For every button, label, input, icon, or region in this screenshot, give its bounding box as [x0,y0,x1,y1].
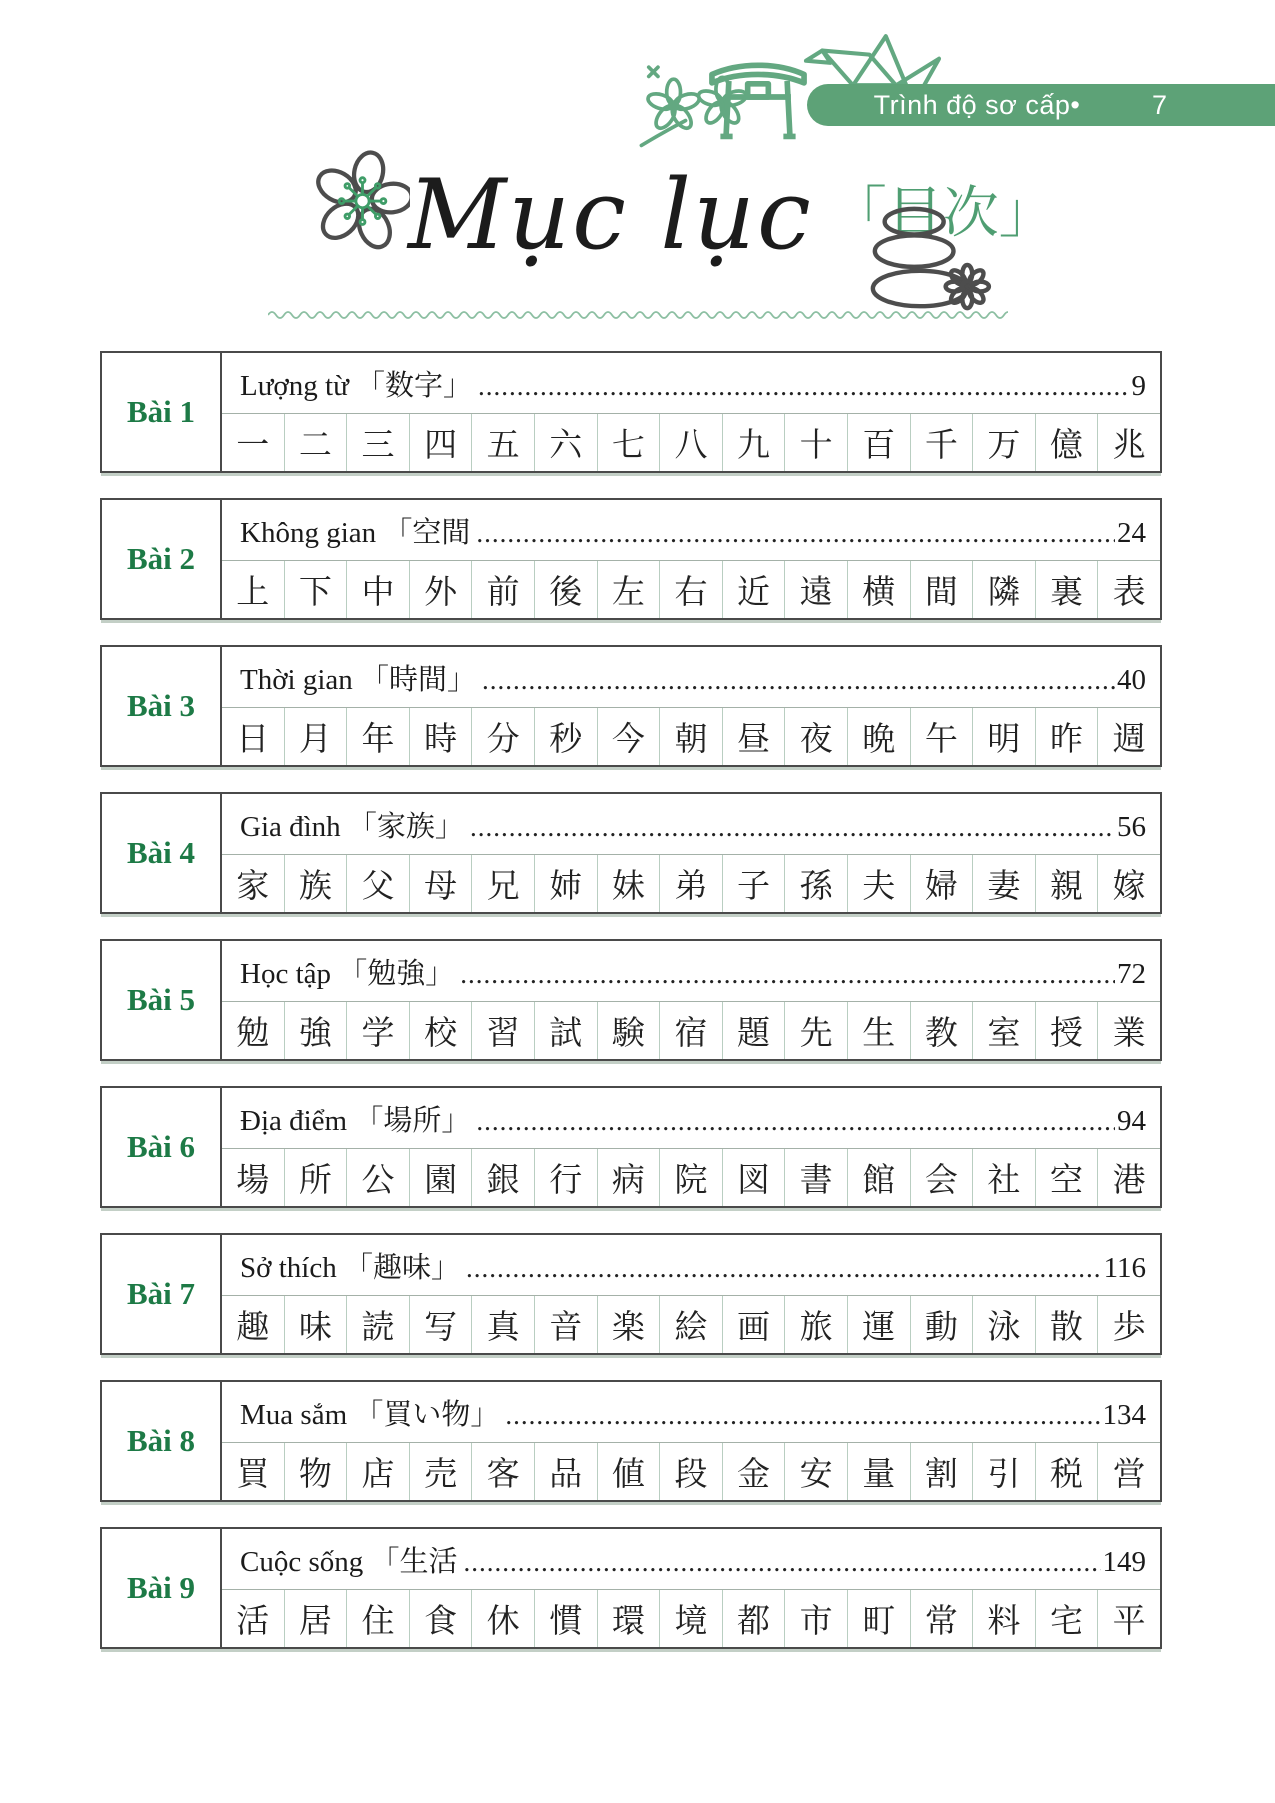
kanji-cell: 兄 [471,855,534,912]
kanji-cell: 宿 [659,1002,722,1059]
kanji-cell: 九 [722,414,785,471]
lesson-page-number: 134 [1102,1399,1146,1431]
kanji-cell: 今 [597,708,660,765]
toc-entry [100,1086,1162,1208]
kanji-cell: 動 [910,1296,973,1353]
lesson-page-number: 24 [1117,517,1146,549]
kanji-cell: 隣 [972,561,1035,618]
lesson-page-number: 116 [1103,1252,1146,1284]
toc-line [222,647,1160,708]
kanji-cell: 姉 [534,855,597,912]
dot-leader [470,812,1115,843]
kanji-cell: 遠 [784,561,847,618]
kanji-cell: 一 [236,428,270,464]
kanji-cell: 横 [847,561,910,618]
kanji-cell: 日 [236,722,270,758]
kanji-cell: 明 [972,708,1035,765]
kanji-cell: 夫 [847,855,910,912]
kanji-cell: 場 [236,1163,270,1199]
toc-entry [100,1233,1162,1355]
lesson-label: Bài 1 [126,394,196,429]
kanji-cell: 表 [1097,561,1160,618]
lesson-title: Lượng từ 「数字」 [240,370,473,402]
dot-leader [476,518,1115,549]
kanji-cell: 割 [910,1443,973,1500]
kanji-cell: 店 [346,1443,409,1500]
dot-leader [505,1400,1100,1431]
kanji-cell: 銀 [471,1149,534,1206]
kanji-cell: 港 [1097,1149,1160,1206]
dot-leader [482,665,1115,696]
kanji-cell: 妹 [597,855,660,912]
kanji-cell: 授 [1035,1002,1098,1059]
kanji-cell: 園 [409,1149,472,1206]
dot-leader [478,371,1129,402]
wave-divider [268,308,1008,322]
kanji-cell: 空 [1035,1149,1098,1206]
kanji-row [222,414,1160,471]
lesson-title: Mua sắm 「買い物」 [240,1399,500,1431]
kanji-cell: 品 [534,1443,597,1500]
kanji-cell: 題 [722,1002,785,1059]
kanji-row [222,1296,1160,1353]
dot-leader [476,1106,1115,1137]
kanji-cell: 三 [346,414,409,471]
lesson-label: Bài 6 [126,1129,196,1164]
kanji-cell: 嫁 [1097,855,1160,912]
kanji-cell: 会 [910,1149,973,1206]
toc-entry [100,498,1162,620]
kanji-cell: 読 [346,1296,409,1353]
lesson-label-cell [102,1088,222,1206]
kanji-cell: 写 [409,1296,472,1353]
lesson-label: Bài 7 [126,1276,196,1311]
lesson-label: Bài 5 [126,982,196,1017]
kanji-cell: 町 [847,1590,910,1647]
toc-entry [100,351,1162,473]
kanji-cell: 六 [534,414,597,471]
lesson-label-cell [102,941,222,1059]
toc-entry [100,1527,1162,1649]
kanji-cell: 慣 [534,1590,597,1647]
kanji-cell: 金 [722,1443,785,1500]
sakura-flower-icon [315,148,410,258]
kanji-cell: 市 [784,1590,847,1647]
kanji-cell: 居 [284,1590,347,1647]
kanji-cell: 生 [847,1002,910,1059]
kanji-cell: 間 [910,561,973,618]
lesson-label-cell [102,1382,222,1500]
kanji-cell: 散 [1035,1296,1098,1353]
kanji-cell: 子 [722,855,785,912]
toc-list [100,351,1162,1674]
kanji-cell: 活 [236,1604,270,1640]
kanji-cell: 院 [659,1149,722,1206]
kanji-row [222,855,1160,912]
toc-entry [100,939,1162,1061]
kanji-cell: 値 [597,1443,660,1500]
kanji-cell: 社 [972,1149,1035,1206]
lesson-label-cell [102,794,222,912]
kanji-cell: 分 [471,708,534,765]
lesson-label: Bài 3 [126,688,196,723]
kanji-cell: 料 [972,1590,1035,1647]
kanji-cell: 母 [409,855,472,912]
kanji-row [222,561,1160,618]
kanji-cell: 常 [910,1590,973,1647]
kanji-row [222,1002,1160,1059]
kanji-cell: 親 [1035,855,1098,912]
lesson-label: Bài 2 [126,541,196,576]
dot-leader [464,1547,1101,1578]
kanji-cell: 十 [784,414,847,471]
kanji-cell: 月 [284,708,347,765]
lesson-page-number: 40 [1117,664,1146,696]
kanji-cell: 秒 [534,708,597,765]
kanji-cell: 昨 [1035,708,1098,765]
kanji-cell: 物 [284,1443,347,1500]
kanji-cell: 公 [346,1149,409,1206]
kanji-cell: 家 [236,869,270,905]
lesson-label: Bài 4 [126,835,196,870]
kanji-cell: 館 [847,1149,910,1206]
kanji-cell: 中 [346,561,409,618]
kanji-cell: 午 [910,708,973,765]
kanji-cell: 妻 [972,855,1035,912]
kanji-cell: 量 [847,1443,910,1500]
kanji-cell: 七 [597,414,660,471]
kanji-cell: 平 [1097,1590,1160,1647]
kanji-cell: 真 [471,1296,534,1353]
kanji-cell: 外 [409,561,472,618]
kanji-cell: 営 [1097,1443,1160,1500]
kanji-cell: 弟 [659,855,722,912]
kanji-cell: 年 [346,708,409,765]
kanji-cell: 八 [659,414,722,471]
kanji-cell: 宅 [1035,1590,1098,1647]
kanji-cell: 客 [471,1443,534,1500]
kanji-cell: 晩 [847,708,910,765]
kanji-cell: 千 [910,414,973,471]
kanji-cell: 朝 [659,708,722,765]
kanji-cell: 上 [236,575,270,611]
kanji-cell: 教 [910,1002,973,1059]
kanji-cell: 験 [597,1002,660,1059]
kanji-cell: 近 [722,561,785,618]
kanji-cell: 旅 [784,1296,847,1353]
lesson-label-cell [102,1235,222,1353]
toc-line [222,500,1160,561]
header-decorations [0,0,1275,150]
lesson-page-number: 56 [1117,811,1146,843]
kanji-cell: 室 [972,1002,1035,1059]
kanji-cell: 休 [471,1590,534,1647]
kanji-cell: 兆 [1097,414,1160,471]
page-title-vietnamese: Mục lục [408,159,813,271]
kanji-cell: 買 [236,1457,270,1493]
lesson-title: Không gian 「空間 [240,517,471,549]
kanji-row [222,1443,1160,1500]
kanji-cell: 五 [471,414,534,471]
kanji-cell: 泳 [972,1296,1035,1353]
kanji-cell: 父 [346,855,409,912]
kanji-cell: 夜 [784,708,847,765]
lesson-label-cell [102,647,222,765]
lesson-title: Sở thích 「趣味」 [240,1252,460,1284]
kanji-cell: 住 [346,1590,409,1647]
kanji-cell: 引 [972,1443,1035,1500]
kanji-cell: 図 [722,1149,785,1206]
kanji-cell: 絵 [659,1296,722,1353]
kanji-row [222,1590,1160,1647]
kanji-cell: 税 [1035,1443,1098,1500]
kanji-cell: 時 [409,708,472,765]
kanji-cell: 味 [284,1296,347,1353]
kanji-cell: 後 [534,561,597,618]
kanji-cell: 病 [597,1149,660,1206]
kanji-cell: 昼 [722,708,785,765]
kanji-cell: 先 [784,1002,847,1059]
kanji-cell: 百 [847,414,910,471]
kanji-cell: 段 [659,1443,722,1500]
kanji-cell: 習 [471,1002,534,1059]
lesson-page-number: 9 [1131,370,1146,402]
kanji-cell: 週 [1097,708,1160,765]
lesson-label-cell [102,353,222,471]
kanji-cell: 境 [659,1590,722,1647]
lesson-page-number: 94 [1117,1105,1146,1137]
kanji-cell: 業 [1097,1002,1160,1059]
kanji-cell: 売 [409,1443,472,1500]
lesson-title: Học tập 「勉強」 [240,958,455,990]
kanji-cell: 万 [972,414,1035,471]
kanji-cell: 都 [722,1590,785,1647]
level-badge-label: Trình độ sơ cấp• [873,89,1081,120]
lesson-title: Gia đình 「家族」 [240,811,464,843]
page-title-japanese: 「目次」 [830,183,1055,245]
kanji-cell: 音 [534,1296,597,1353]
kanji-cell: 所 [284,1149,347,1206]
kanji-cell: 環 [597,1590,660,1647]
kanji-cell: 四 [409,414,472,471]
lesson-title: Thời gian 「時間」 [240,664,477,696]
kanji-cell: 食 [409,1590,472,1647]
kanji-cell: 学 [346,1002,409,1059]
kanji-cell: 画 [722,1296,785,1353]
kanji-cell: 裏 [1035,561,1098,618]
kanji-cell: 族 [284,855,347,912]
kanji-cell: 右 [659,561,722,618]
toc-entry [100,645,1162,767]
kanji-cell: 左 [597,561,660,618]
kanji-cell: 二 [284,414,347,471]
toc-line [222,794,1160,855]
kanji-cell: 趣 [236,1310,270,1346]
lesson-title: Cuộc sống 「生活 [240,1546,458,1578]
kanji-row [222,708,1160,765]
kanji-cell: 前 [471,561,534,618]
kanji-cell: 楽 [597,1296,660,1353]
lesson-label-cell [102,500,222,618]
kanji-cell: 書 [784,1149,847,1206]
lesson-page-number: 149 [1102,1546,1146,1578]
toc-line [222,353,1160,414]
kanji-cell: 歩 [1097,1296,1160,1353]
lesson-label-cell [102,1529,222,1647]
kanji-cell: 下 [284,561,347,618]
toc-entry [100,792,1162,914]
lesson-title: Địa điểm 「場所」 [240,1105,471,1137]
header-page-number: 7 [1151,89,1167,120]
dot-leader [460,959,1115,990]
kanji-cell: 校 [409,1002,472,1059]
kanji-cell: 運 [847,1296,910,1353]
kanji-row [222,1149,1160,1206]
kanji-cell: 安 [784,1443,847,1500]
kanji-cell: 強 [284,1002,347,1059]
toc-line [222,941,1160,1002]
lesson-page-number: 72 [1117,958,1146,990]
kanji-cell: 行 [534,1149,597,1206]
kanji-cell: 勉 [236,1016,270,1052]
toc-line [222,1382,1160,1443]
dot-leader [466,1253,1102,1284]
kanji-cell: 億 [1035,414,1098,471]
toc-line [222,1088,1160,1149]
toc-line [222,1235,1160,1296]
zen-stones-icon [845,200,1003,318]
toc-line [222,1529,1160,1590]
lesson-label: Bài 9 [126,1570,196,1605]
toc-entry [100,1380,1162,1502]
kanji-cell: 孫 [784,855,847,912]
lesson-label: Bài 8 [126,1423,196,1458]
kanji-cell: 婦 [910,855,973,912]
level-badge [807,84,1275,126]
kanji-cell: 試 [534,1002,597,1059]
